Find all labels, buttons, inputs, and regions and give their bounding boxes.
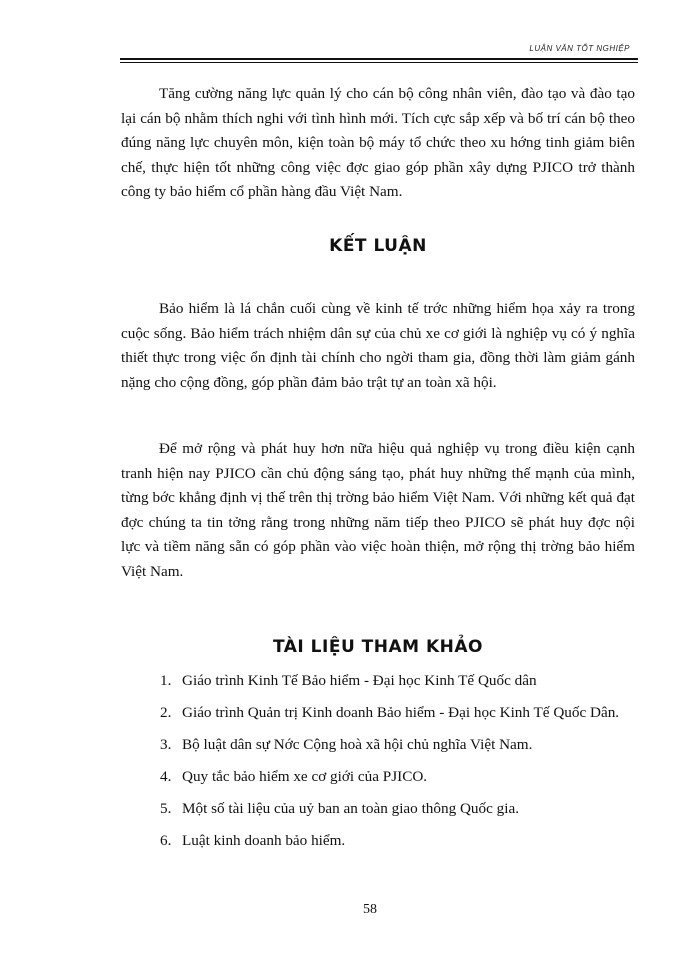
reference-text: Luật kinh doanh bảo hiểm. [182,832,346,849]
reference-item [160,670,635,692]
header-rule [120,58,638,60]
reference-item [160,734,635,756]
reference-number: 6. [160,832,172,849]
reference-number: 5. [160,800,172,817]
references-heading: TÀI LIỆU THAM KHẢO [273,637,483,657]
running-header: LUẬN VĂN TỐT NGHIỆP [529,44,630,53]
reference-number: 4. [160,768,172,785]
conclusion-paragraph-1: Bảo hiểm là lá chắn cuối cùng về kinh tế trớc những hiểm họa xảy ra trong cuộc sống. Bảo hiểm trách nhiệm dân sự của chủ xe cơ giới là nghiệp vụ có ý nghĩa thiết thực trong việc ổn định tài chính cho ngời tham gia, đồng thời làm giảm gánh nặng cho cộng đồng, góp phần đảm bảo trật tự an toàn xã hội. [121,300,635,391]
conclusion-paragraph-2: Để mở rộng và phát huy hơn nữa hiệu quả nghiệp vụ trong điều kiện cạnh tranh hiện nay PJICO cần chủ động sáng tạo, phát huy những thế mạnh của mình, từng bớc khẳng định vị thế trên thị trờng bảo hiểm Việt Nam. Với những kết quả đạt đợc chúng ta tin tởng rằng trong những năm tiếp theo PJICO sẽ phát huy đợc nội lực và tiềm năng sẵn có góp phần vào việc hoàn thiện, mở rộng thị trờng bảo hiểm Việt Nam. [121,440,635,580]
reference-item [160,798,635,820]
reference-number: 1. [160,672,172,689]
reference-number: 2. [160,704,172,721]
reference-text: Giáo trình Kinh Tế Bảo hiểm - Đại học Kinh Tế Quốc dân [182,672,537,689]
conclusion-heading: KẾT LUẬN [329,236,427,256]
reference-number: 3. [160,736,172,753]
reference-text: Bộ luật dân sự Nớc Cộng hoà xã hội chủ nghĩa Việt Nam. [182,736,533,753]
references-list [160,670,635,862]
intro-paragraph: Tăng cường năng lực quản lý cho cán bộ công nhân viên, đào tạo và đào tạo lại cán bộ nhằm thích nghi với tình hình mới. Tích cực sắp xếp và bố trí cán bộ theo đúng năng lực chuyên môn, kiện toàn bộ máy tổ chức theo xu hớng tinh giảm biên chế, thực hiện tốt những công việc đợc giao góp phần xây dựng PJICO trở thành công ty bảo hiểm cổ phần hàng đầu Việt Nam. [121,85,635,201]
reference-item [160,702,635,724]
reference-text: Một số tài liệu của uỷ ban an toàn giao thông Quốc gia. [182,800,520,817]
reference-item [160,830,635,852]
header-rule-thin [120,62,638,63]
reference-text: Quy tắc bảo hiểm xe cơ giới của PJICO. [182,768,428,785]
reference-text: Giáo trình Quản trị Kinh doanh Bảo hiểm - Đại học Kinh Tế Quốc Dân. [182,704,620,721]
page-number: 58 [363,902,377,917]
reference-item [160,766,635,788]
